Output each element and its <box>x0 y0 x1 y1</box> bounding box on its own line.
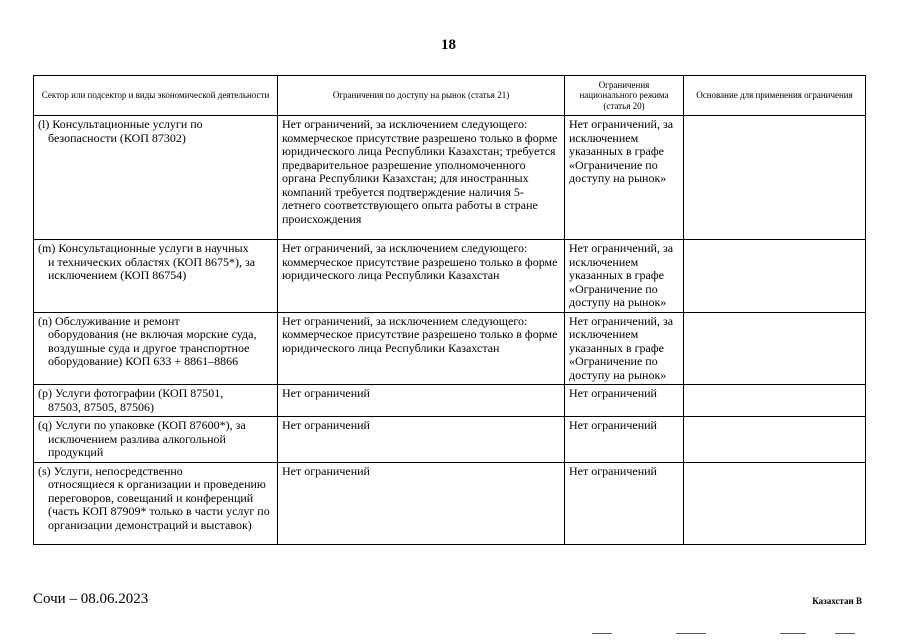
market-access-cell: Нет ограничений, за исключением следующего: коммерческое присутствие разрешено только в форме юридического лица Республики Казахстан; требуется предварительное разрешение уполномоченного органа Республики Казахстан; для иностранных компаний требуется подтверждение наличия 5-летнего соответствующего опыта работы в стране происхождения <box>278 116 565 240</box>
commitments-table <box>33 75 866 545</box>
national-treatment-cell: Нет ограничений, за исключением указанных в графе «Ограничение по доступу на рынок» <box>565 240 684 313</box>
footer-country: Казахстан В <box>812 596 862 606</box>
market-access-cell: Нет ограничений <box>278 385 565 417</box>
page-number: 18 <box>441 37 456 53</box>
national-treatment-cell: Нет ограничений <box>565 385 684 417</box>
header-basis: Основание для применения ограничения <box>684 76 866 116</box>
table-row <box>34 116 866 240</box>
basis-cell <box>684 240 866 313</box>
basis-cell <box>684 116 866 240</box>
scan-mark <box>835 633 855 634</box>
table-row <box>34 312 866 385</box>
scan-mark <box>780 633 806 634</box>
market-access-cell: Нет ограничений, за исключением следующего: коммерческое присутствие разрешено только в форме юридического лица Республики Казахстан <box>278 312 565 385</box>
sector-cell: (n) Обслуживание и ремонт оборудования (не включая морские суда, воздушные суда и другое транспортное оборудование) КОП 633 + 8861–8866 <box>34 312 278 385</box>
header-national-treatment: Ограничения национального режима (статья 20) <box>565 76 684 116</box>
table-row <box>34 417 866 463</box>
sector-cell: (p) Услуги фотографии (КОП 87501, 87503, 87505, 87506) <box>34 385 278 417</box>
market-access-cell: Нет ограничений, за исключением следующего: коммерческое присутствие разрешено только в форме юридического лица Республики Казахстан <box>278 240 565 313</box>
basis-cell <box>684 417 866 463</box>
table-row <box>34 240 866 313</box>
sector-cell: (l) Консультационные услуги по безопасности (КОП 87302) <box>34 116 278 240</box>
national-treatment-cell: Нет ограничений <box>565 417 684 463</box>
national-treatment-cell: Нет ограничений, за исключением указанных в графе «Ограничение по доступу на рынок» <box>565 116 684 240</box>
basis-cell <box>684 462 866 544</box>
footer-date: Сочи – 08.06.2023 <box>33 591 149 607</box>
national-treatment-cell: Нет ограничений, за исключением указанных в графе «Ограничение по доступу на рынок» <box>565 312 684 385</box>
table-row <box>34 385 866 417</box>
sector-cell: (s) Услуги, непосредственно относящиеся к организации и проведению переговоров, совещаний и конференций (часть КОП 87909* только в части услуг по организации демонстраций и выставок) <box>34 462 278 544</box>
table-header-row <box>34 76 866 116</box>
scan-mark <box>592 633 612 634</box>
basis-cell <box>684 385 866 417</box>
market-access-cell: Нет ограничений <box>278 462 565 544</box>
scan-mark <box>676 633 706 634</box>
table-row <box>34 462 866 544</box>
national-treatment-cell: Нет ограничений <box>565 462 684 544</box>
header-sector: Сектор или подсектор и виды экономической деятельности <box>34 76 278 116</box>
sector-cell: (q) Услуги по упаковке (КОП 87600*), за исключением разлива алкогольной продукций <box>34 417 278 463</box>
header-market-access: Ограничения по доступу на рынок (статья 21) <box>278 76 565 116</box>
sector-cell: (m) Консультационные услуги в научных и технических областях (КОП 8675*), за исключением (КОП 86754) <box>34 240 278 313</box>
basis-cell <box>684 312 866 385</box>
market-access-cell: Нет ограничений <box>278 417 565 463</box>
